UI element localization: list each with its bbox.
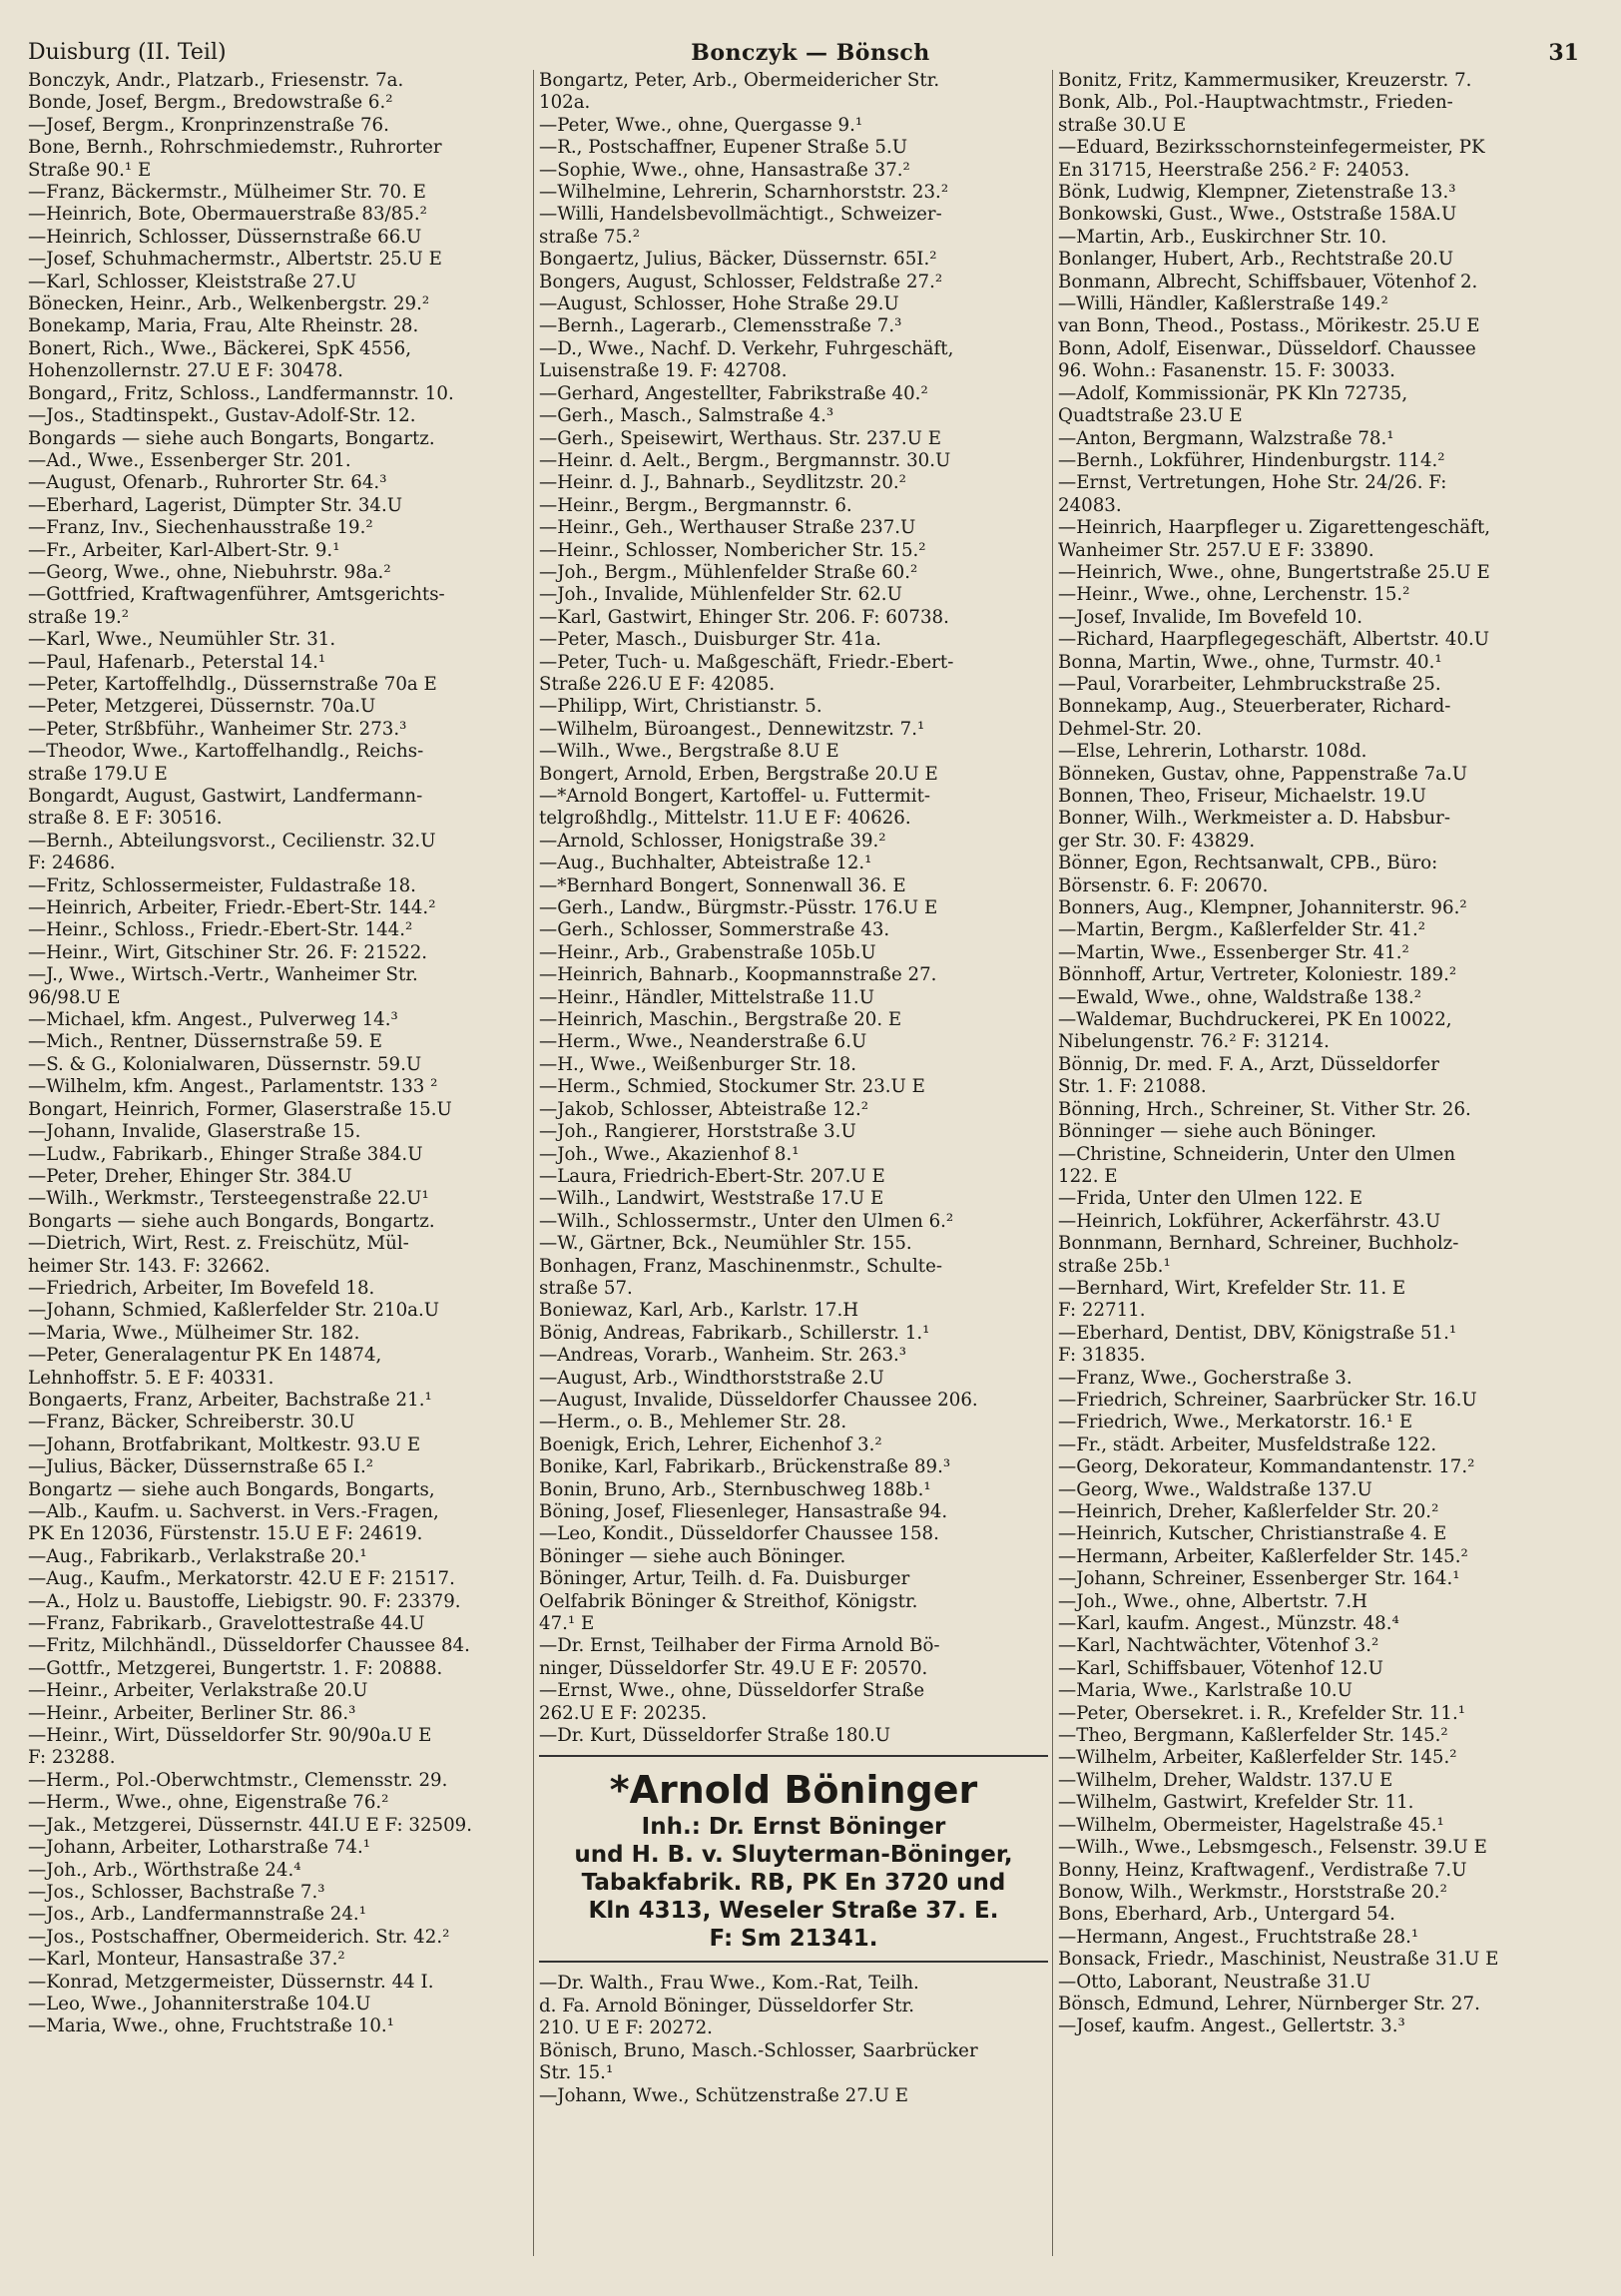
- ad-line: und H. B. v. Sluyterman-Böninger,: [574, 1842, 1013, 1869]
- directory-entry: Bonsack, Friedr., Maschinist, Neustraße 31.U E: [1058, 1949, 1499, 1971]
- directory-entry: —Michael, kfm. Angest., Pulverweg 14.³: [28, 1009, 398, 1031]
- directory-entry: —Wilhelm, Büroangest., Dennewitzstr. 7.¹: [539, 718, 925, 740]
- directory-entry: Bonekamp, Maria, Frau, Alte Rheinstr. 28.: [28, 315, 419, 337]
- ad-line: F: Sm 21341.: [709, 1926, 878, 1953]
- directory-entry: Bonow, Wilh., Werkmstr., Horststraße 20.²: [1058, 1881, 1447, 1903]
- directory-entry: Bonn, Adolf, Eisenwar., Düsseldorf. Chaussee: [1058, 337, 1476, 359]
- directory-entry: Bongards — siehe auch Bongarts, Bongartz.: [28, 427, 435, 449]
- directory-entry: Bönig, Andreas, Fabrikarb., Schillerstr. 1.¹: [539, 1322, 930, 1344]
- directory-entry: ger Str. 30. F: 43829.: [1058, 830, 1256, 852]
- directory-entry: —Heinr., Arb., Grabenstraße 105b.U: [539, 941, 876, 963]
- directory-entry: Bönnig, Dr. med. F. A., Arzt, Düsseldorfer: [1058, 1053, 1439, 1075]
- directory-entry: —Jos., Arb., Landfermannstraße 24.¹: [28, 1904, 366, 1926]
- directory-entry: —Heinrich, Schlosser, Düssernstraße 66.U: [28, 226, 422, 248]
- directory-entry: —Leo, Wwe., Johanniterstraße 104.U: [28, 1993, 371, 2014]
- directory-entry: —Karl, Schiffsbauer, Vötenhof 12.U: [1058, 1657, 1383, 1679]
- directory-entry: —Jos., Postschaffner, Obermeiderich. Str. 42.²: [28, 1926, 450, 1948]
- directory-entry: —Philipp, Wirt, Christianstr. 5.: [539, 696, 822, 718]
- directory-entry: —D., Wwe., Nachf. D. Verkehr, Fuhrgeschäft,: [539, 337, 954, 359]
- directory-entry: Bonlanger, Hubert, Arb., Rechtstraße 20.U: [1058, 249, 1454, 271]
- directory-entry: —Jos., Stadtinspekt., Gustav-Adolf-Str. 12.: [28, 405, 416, 427]
- directory-entry: —Josef, Bergm., Kronprinzenstraße 76.: [28, 114, 389, 136]
- directory-entry: —Joh., Rangierer, Horststraße 3.U: [539, 1121, 856, 1143]
- directory-entry: —August, Arb., Windthorststraße 2.U: [539, 1367, 884, 1389]
- directory-entry: —Fr., Arbeiter, Karl-Albert-Str. 9.¹: [28, 539, 340, 561]
- directory-entry: —Jakob, Schlosser, Abteistraße 12.²: [539, 1098, 869, 1120]
- directory-entry: Bönninger — siehe auch Böninger.: [1058, 1121, 1376, 1143]
- directory-entry: —Franz, Bäckermstr., Mülheimer Str. 70. E: [28, 182, 426, 204]
- directory-entry: —Herm., Wwe., ohne, Eigenstraße 76.²: [28, 1792, 389, 1814]
- directory-entry: —Laura, Friedrich-Ebert-Str. 207.U E: [539, 1165, 885, 1187]
- directory-entry: —Bernh., Lokführer, Hindenburgstr. 114.²: [1058, 449, 1445, 471]
- directory-entry: —Heinrich, Bote, Obermauerstraße 83/85.²: [28, 204, 427, 226]
- directory-entry: —Peter, Generalagentur PK En 14874,: [28, 1345, 382, 1367]
- directory-entry: Str. 15.¹: [539, 2062, 614, 2084]
- directory-entry: —Wilhelm, Gastwirt, Krefelder Str. 11.: [1058, 1792, 1414, 1814]
- directory-entry: —Leo, Kondit., Düsseldorfer Chaussee 158.: [539, 1523, 939, 1545]
- directory-entry: —Gottfr., Metzgerei, Bungertstr. 1. F: 20888.: [28, 1657, 443, 1679]
- directory-entry: —Heinr., Arbeiter, Verlakstraße 20.U: [28, 1680, 368, 1702]
- directory-entry: Str. 1. F: 21088.: [1058, 1076, 1207, 1098]
- directory-entry: —Sophie, Wwe., ohne, Hansastraße 37.²: [539, 159, 910, 181]
- directory-entry: —Peter, Wwe., ohne, Quergasse 9.¹: [539, 114, 863, 136]
- directory-entry: —Heinr., Händler, Mittelstraße 11.U: [539, 986, 875, 1008]
- directory-entry: —Konrad, Metzgermeister, Düssernstr. 44 I.: [28, 1971, 434, 1993]
- directory-entry: F: 22711.: [1058, 1300, 1146, 1322]
- directory-entry: —Joh., Bergm., Mühlenfelder Straße 60.²: [539, 561, 918, 583]
- ad-title: *Arnold Böninger: [609, 1768, 978, 1813]
- directory-entry: Böninger — siehe auch Böninger.: [539, 1545, 846, 1567]
- directory-entry: van Bonn, Theod., Postass., Mörikestr. 25.U E: [1058, 315, 1480, 337]
- directory-entry: —Dr. Kurt, Düsseldorfer Straße 180.U: [539, 1725, 891, 1747]
- directory-entry: —Peter, Tuch- u. Maßgeschäft, Friedr.-Ebert-: [539, 651, 954, 673]
- directory-entry: —Georg, Dekorateur, Kommandantenstr. 17.²: [1058, 1456, 1475, 1478]
- directory-entry: Bongartz, Peter, Arb., Obermeidericher Str.: [539, 70, 940, 91]
- header-city: Duisburg (II. Teil): [28, 40, 227, 65]
- directory-entry: —Theodor, Wwe., Kartoffelhandlg., Reichs-: [28, 741, 424, 763]
- ad-line: Tabakfabrik. RB, PK En 3720 und: [581, 1870, 1006, 1897]
- directory-entry: —Theo, Bergmann, Kaßlerfelder Str. 145.²: [1058, 1725, 1448, 1747]
- directory-entry: —Wilhelmine, Lehrerin, Scharnhorststr. 23.²: [539, 182, 949, 204]
- directory-entry: straße 30.U E: [1058, 114, 1187, 136]
- directory-entry: 210. U E F: 20272.: [539, 2017, 713, 2039]
- directory-entry: —Karl, Schlosser, Kleiststraße 27.U: [28, 271, 357, 292]
- directory-entry: Bönneken, Gustav, ohne, Pappenstraße 7a.U: [1058, 763, 1468, 785]
- directory-entry: Bonnen, Theo, Friseur, Michaelstr. 19.U: [1058, 786, 1427, 807]
- directory-entry: —Heinrich, Kutscher, Christianstraße 4. E: [1058, 1523, 1447, 1545]
- directory-entry: straße 75.²: [539, 226, 641, 248]
- directory-entry: —Heinr., Schlosser, Nombericher Str. 15.²: [539, 539, 926, 561]
- directory-entry: —Eberhard, Dentist, DBV, Königstraße 51.¹: [1058, 1322, 1457, 1344]
- directory-entry: —Johann, Brotfabrikant, Moltkestr. 93.U E: [28, 1434, 421, 1455]
- directory-entry: —Waldemar, Buchdruckerei, PK En 10022,: [1058, 1009, 1452, 1031]
- directory-entry: —Heinrich, Haarpfleger u. Zigarettengeschäft,: [1058, 517, 1491, 539]
- directory-entry: —A., Holz u. Baustoffe, Liebigstr. 90. F: 23379.: [28, 1590, 461, 1612]
- directory-entry: straße 57.: [539, 1277, 633, 1299]
- directory-entry: —Ewald, Wwe., ohne, Waldstraße 138.²: [1058, 986, 1422, 1008]
- directory-entry: —Karl, Nachtwächter, Vötenhof 3.²: [1058, 1635, 1379, 1657]
- directory-entry: —Maria, Wwe., Karlstraße 10.U: [1058, 1680, 1353, 1702]
- directory-entry: —Karl, Monteur, Hansastraße 37.²: [28, 1949, 345, 1971]
- directory-entry: —*Bernhard Bongert, Sonnenwall 36. E: [539, 874, 906, 896]
- directory-entry: Bongert, Arnold, Erben, Bergstraße 20.U E: [539, 763, 938, 785]
- directory-entry: —Frida, Unter den Ulmen 122. E: [1058, 1188, 1363, 1210]
- directory-entry: 122. E: [1058, 1165, 1118, 1187]
- directory-entry: straße 8. E F: 30516.: [28, 808, 223, 830]
- column-divider: [533, 70, 534, 2256]
- directory-entry: —Gerh., Schlosser, Sommerstraße 43.: [539, 919, 890, 941]
- directory-entry: —Ernst, Vertretungen, Hohe Str. 24/26. F:: [1058, 472, 1447, 494]
- directory-entry: —Paul, Hafenarb., Peterstal 14.¹: [28, 651, 326, 673]
- directory-entry: Bonners, Aug., Klempner, Johanniterstr. 96.²: [1058, 897, 1467, 919]
- directory-entry: ninger, Düsseldorfer Str. 49.U E F: 20570.: [539, 1657, 928, 1679]
- directory-entry: —Herm., Schmied, Stockumer Str. 23.U E: [539, 1076, 925, 1098]
- directory-entry: —Gerh., Masch., Salmstraße 4.³: [539, 405, 834, 427]
- directory-entry: —Eduard, Bezirksschornsteinfegermeister, PK: [1058, 137, 1485, 159]
- directory-entry: —August, Ofenarb., Ruhrorter Str. 64.³: [28, 472, 387, 494]
- directory-entry: —Bernh., Lagerarb., Clemensstraße 7.³: [539, 315, 902, 337]
- directory-entry: —Jak., Metzgerei, Düssernstr. 44I.U E F: 32509.: [28, 1814, 473, 1836]
- directory-entry: —Jos., Schlosser, Bachstraße 7.³: [28, 1881, 325, 1903]
- directory-entry: Bons, Eberhard, Arb., Untergard 54.: [1058, 1904, 1395, 1926]
- directory-entry: —Heinrich, Bahnarb., Koopmannstraße 27.: [539, 964, 937, 986]
- directory-entry: Bonkowski, Gust., Wwe., Oststraße 158A.U: [1058, 204, 1457, 226]
- directory-entry: —Hermann, Angest., Fruchtstraße 28.¹: [1058, 1926, 1419, 1948]
- directory-entry: —Joh., Wwe., ohne, Albertstr. 7.H: [1058, 1590, 1368, 1612]
- directory-entry: —Herm., Wwe., Neanderstraße 6.U: [539, 1031, 867, 1053]
- directory-entry: —Franz, Wwe., Gocherstraße 3.: [1058, 1367, 1352, 1389]
- directory-entry: 24083.: [1058, 494, 1122, 516]
- column-2-entries: [539, 70, 1048, 1747]
- directory-entry: —Christine, Schneiderin, Unter den Ulmen: [1058, 1143, 1456, 1165]
- directory-entry: straße 19.²: [28, 606, 130, 628]
- directory-entry: —Joh., Arb., Wörthstraße 24.⁴: [28, 1859, 301, 1881]
- directory-entry: —Friedrich, Schreiner, Saarbrücker Str. 16.U: [1058, 1389, 1477, 1411]
- directory-entry: —Aug., Buchhalter, Abteistraße 12.¹: [539, 853, 872, 874]
- directory-entry: —*Arnold Bongert, Kartoffel- u. Futtermit-: [539, 786, 931, 807]
- directory-entry: Bonert, Rich., Wwe., Bäckerei, SpK 4556,: [28, 337, 412, 359]
- directory-entry: —Wilh., Wwe., Lebsmgesch., Felsenstr. 39.U E: [1058, 1837, 1487, 1859]
- directory-entry: Bone, Bernh., Rohrschmiedemstr., Ruhrorter: [28, 137, 442, 159]
- directory-entry: —Willi, Händler, Kaßlerstraße 149.²: [1058, 293, 1388, 315]
- directory-entry: —Gerh., Speisewirt, Werthaus. Str. 237.U E: [539, 427, 942, 449]
- directory-entry: —Wilh., Werkmstr., Tersteegenstraße 22.U¹: [28, 1188, 429, 1210]
- directory-entry: PK En 12036, Fürstenstr. 15.U E F: 24619.: [28, 1523, 423, 1545]
- directory-entry: —Franz, Fabrikarb., Gravelottestraße 44.U: [28, 1613, 425, 1635]
- directory-entry: —Gerh., Landw., Bürgmstr.-Püsstr. 176.U E: [539, 897, 938, 919]
- directory-entry: Lehnhoffstr. 5. E F: 40331.: [28, 1367, 274, 1389]
- directory-entry: F: 24686.: [28, 853, 116, 874]
- column-1: [28, 70, 529, 2038]
- directory-entry: Bönner, Egon, Rechtsanwalt, CPB., Büro:: [1058, 853, 1438, 874]
- directory-entry: 96/98.U E: [28, 986, 121, 1008]
- directory-entry: —Peter, Strßbführ., Wanheimer Str. 273.³: [28, 718, 407, 740]
- column-3: [1058, 70, 1597, 2038]
- directory-entry: —Heinrich, Arbeiter, Friedr.-Ebert-Str. 144.²: [28, 897, 436, 919]
- directory-entry: —Karl, kaufm. Angest., Münzstr. 48.⁴: [1058, 1613, 1399, 1635]
- directory-entry: —Peter, Dreher, Ehinger Str. 384.U: [28, 1165, 352, 1187]
- directory-entry: Bonk, Alb., Pol.-Hauptwachtmstr., Frieden-: [1058, 92, 1453, 114]
- directory-entry: Bönsch, Edmund, Lehrer, Nürnberger Str. 27.: [1058, 1993, 1480, 2014]
- directory-entry: —Peter, Kartoffelhdlg., Düssernstraße 70a E: [28, 673, 437, 695]
- directory-entry: Bongers, August, Schlosser, Feldstraße 27.²: [539, 271, 943, 292]
- directory-entry: —Heinr., Wwe., ohne, Lerchenstr. 15.²: [1058, 584, 1410, 606]
- directory-entry: —H., Wwe., Weißenburger Str. 18.: [539, 1053, 857, 1075]
- directory-entry: —Heinr., Arbeiter, Berliner Str. 86.³: [28, 1702, 356, 1724]
- directory-entry: —Joh., Invalide, Mühlenfelder Str. 62.U: [539, 584, 902, 606]
- directory-entry: —Bernh., Abteilungsvorst., Cecilienstr. 32.U: [28, 830, 436, 852]
- directory-entry: —Hermann, Arbeiter, Kaßlerfelder Str. 145.²: [1058, 1545, 1468, 1567]
- directory-entry: —Wilh., Landwirt, Weststraße 17.U E: [539, 1188, 884, 1210]
- directory-entry: 96. Wohn.: Fasanenstr. 15. F: 30033.: [1058, 360, 1395, 382]
- directory-entry: Bonczyk, Andr., Platzarb., Friesenstr. 7a.: [28, 70, 404, 91]
- directory-entry: Boenigk, Erich, Lehrer, Eichenhof 3.²: [539, 1434, 882, 1455]
- directory-entry: telgroßhdlg., Mittelstr. 11.U E F: 40626.: [539, 808, 911, 830]
- directory-entry: En 31715, Heerstraße 256.² F: 24053.: [1058, 159, 1410, 181]
- directory-entry: —Peter, Metzgerei, Düssernstr. 70a.U: [28, 696, 376, 718]
- directory-entry: —Johann, Invalide, Glaserstraße 15.: [28, 1121, 361, 1143]
- directory-entry: 47.¹ E: [539, 1613, 595, 1635]
- directory-entry: Straße 226.U E F: 42085.: [539, 673, 776, 695]
- directory-entry: —Richard, Haarpflegegeschäft, Albertstr. 40.U: [1058, 629, 1490, 651]
- directory-entry: straße 25b.¹: [1058, 1255, 1171, 1277]
- directory-entry: d. Fa. Arnold Böninger, Düsseldorfer Str.: [539, 1995, 914, 2016]
- directory-entry: Luisenstraße 19. F: 42708.: [539, 360, 788, 382]
- directory-entry: Hohenzollernstr. 27.U E F: 30478.: [28, 360, 343, 382]
- directory-entry: —Alb., Kaufm. u. Sachverst. in Vers.-Fragen,: [28, 1501, 439, 1522]
- directory-entry: —Georg, Wwe., Waldstraße 137.U: [1058, 1478, 1372, 1500]
- column-2-entries-after-ad: [539, 1973, 1048, 2106]
- directory-entry: Nibelungenstr. 76.² F: 31214.: [1058, 1031, 1330, 1053]
- directory-entry: F: 23288.: [28, 1747, 116, 1769]
- directory-entry: Bönnhoff, Artur, Vertreter, Koloniestr. 189.²: [1058, 964, 1457, 986]
- directory-entry: Bönecken, Heinr., Arb., Welkenbergstr. 29.²: [28, 293, 430, 315]
- directory-entry: —Martin, Arb., Euskirchner Str. 10.: [1058, 226, 1387, 248]
- directory-entry: —Dr. Ernst, Teilhaber der Firma Arnold Bö-: [539, 1635, 940, 1657]
- directory-entry: Bonna, Martin, Wwe., ohne, Turmstr. 40.¹: [1058, 651, 1442, 673]
- directory-entry: Dehmel-Str. 20.: [1058, 718, 1202, 740]
- directory-entry: Bongarts — siehe auch Bongards, Bongartz.: [28, 1210, 435, 1232]
- directory-entry: Bonnmann, Bernhard, Schreiner, Buchholz-: [1058, 1233, 1459, 1255]
- directory-entry: —Ernst, Wwe., ohne, Düsseldorfer Straße: [539, 1680, 925, 1702]
- directory-entry: Bönk, Ludwig, Klempner, Zietenstraße 13.³: [1058, 182, 1456, 204]
- directory-entry: —Josef, Schuhmachermstr., Albertstr. 25.U E: [28, 249, 442, 271]
- directory-entry: —Maria, Wwe., ohne, Fruchtstraße 10.¹: [28, 2015, 394, 2037]
- directory-entry: —Josef, Invalide, Im Bovefeld 10.: [1058, 606, 1363, 628]
- directory-entry: Bongardt, August, Gastwirt, Landfermann-: [28, 786, 423, 807]
- directory-entry: —Martin, Bergm., Kaßlerfelder Str. 41.²: [1058, 919, 1426, 941]
- directory-entry: —Wilh., Wwe., Bergstraße 8.U E: [539, 741, 839, 763]
- directory-entry: F: 31835.: [1058, 1345, 1146, 1367]
- directory-entry: —S. & G., Kolonialwaren, Düssernstr. 59.U: [28, 1053, 422, 1075]
- directory-entry: —Ad., Wwe., Essenberger Str. 201.: [28, 449, 351, 471]
- column-2: [539, 70, 1048, 2107]
- ad-line: Inh.: Dr. Ernst Böninger: [641, 1814, 946, 1841]
- directory-entry: —Peter, Obersekret. i. R., Krefelder Str. 11.¹: [1058, 1702, 1466, 1724]
- directory-entry: —Franz, Inv., Siechenhausstraße 19.²: [28, 517, 373, 539]
- directory-entry: —Dietrich, Wirt, Rest. z. Freischütz, Mül-: [28, 1233, 409, 1255]
- directory-entry: —Willi, Handelsbevollmächtigt., Schweizer-: [539, 204, 942, 226]
- directory-entry: —Johann, Wwe., Schützenstraße 27.U E: [539, 2084, 908, 2106]
- directory-entry: —Heinr., Schloss., Friedr.-Ebert-Str. 144.²: [28, 919, 413, 941]
- directory-entry: —Heinrich, Lokführer, Ackerfährstr. 43.U: [1058, 1210, 1441, 1232]
- directory-entry: —Mich., Rentner, Düssernstraße 59. E: [28, 1031, 383, 1053]
- directory-entry: —Johann, Schreiner, Essenberger Str. 164.¹: [1058, 1568, 1460, 1590]
- directory-entry: —Fritz, Milchhändl., Düsseldorfer Chaussee 84.: [28, 1635, 470, 1657]
- directory-entry: —Fritz, Schlossermeister, Fuldastraße 18.: [28, 874, 416, 896]
- directory-entry: —Wilhelm, Obermeister, Hagelstraße 45.¹: [1058, 1814, 1444, 1836]
- ad-line: Kln 4313, Weseler Straße 37. E.: [588, 1898, 999, 1925]
- directory-entry: —Heinr. d. Aelt., Bergm., Bergmannstr. 30.U: [539, 449, 951, 471]
- directory-entry: Bongart, Heinrich, Former, Glaserstraße 15.U: [28, 1098, 452, 1120]
- directory-entry: —Fr., städt. Arbeiter, Musfeldstraße 122.: [1058, 1434, 1437, 1455]
- directory-entry: Quadtstraße 23.U E: [1058, 405, 1243, 427]
- directory-entry: Bongard,, Fritz, Schloss., Landfermannstr. 10.: [28, 382, 454, 404]
- directory-entry: —Aug., Kaufm., Merkatorstr. 42.U E F: 21517.: [28, 1568, 455, 1590]
- directory-entry: —Herm., Pol.-Oberwchtmstr., Clemensstr. 29.: [28, 1769, 448, 1791]
- directory-entry: —August, Invalide, Düsseldorfer Chaussee 206.: [539, 1389, 978, 1411]
- directory-entry: —Aug., Fabrikarb., Verlakstraße 20.¹: [28, 1545, 367, 1567]
- directory-entry: Bönning, Hrch., Schreiner, St. Vither Str. 26.: [1058, 1098, 1471, 1120]
- directory-entry: Böning, Josef, Fliesenleger, Hansastraße 94.: [539, 1501, 948, 1522]
- directory-entry: —Herm., o. B., Mehlemer Str. 28.: [539, 1412, 847, 1434]
- directory-entry: —Johann, Schmied, Kaßlerfelder Str. 210a.U: [28, 1300, 440, 1322]
- directory-entry: 262.U E F: 20235.: [539, 1702, 708, 1724]
- directory-entry: —Anton, Bergmann, Walzstraße 78.¹: [1058, 427, 1394, 449]
- directory-entry: —Johann, Arbeiter, Lotharstraße 74.¹: [28, 1837, 371, 1859]
- directory-entry: Bonitz, Fritz, Kammermusiker, Kreuzerstr. 7.: [1058, 70, 1472, 91]
- directory-entry: —Wilhelm, kfm. Angest., Parlamentstr. 133 ²: [28, 1076, 438, 1098]
- directory-entry: —Gottfried, Kraftwagenführer, Amtsgerichts-: [28, 584, 445, 606]
- column-divider: [1052, 70, 1053, 2256]
- directory-entry: —Franz, Bäcker, Schreiberstr. 30.U: [28, 1412, 355, 1434]
- directory-entry: Wanheimer Str. 257.U E F: 33890.: [1058, 539, 1374, 561]
- directory-entry: —Dr. Walth., Frau Wwe., Kom.-Rat, Teilh.: [539, 1973, 919, 1995]
- directory-entry: —Maria, Wwe., Mülheimer Str. 182.: [28, 1322, 360, 1344]
- directory-entry: —Heinrich, Dreher, Kaßlerfelder Str. 20.²: [1058, 1501, 1439, 1522]
- directory-entry: Bonner, Wilh., Werkmeister a. D. Habsbur-: [1058, 808, 1450, 830]
- directory-entry: —Wilhelm, Arbeiter, Kaßlerfelder Str. 145.²: [1058, 1747, 1457, 1769]
- directory-entry: Bongaerts, Franz, Arbeiter, Bachstraße 21.¹: [28, 1389, 432, 1411]
- directory-entry: —Peter, Masch., Duisburger Str. 41a.: [539, 629, 881, 651]
- directory-entry: —Else, Lehrerin, Lotharstr. 108d.: [1058, 741, 1367, 763]
- directory-entry: —Martin, Wwe., Essenberger Str. 41.²: [1058, 941, 1409, 963]
- directory-entry: —Paul, Vorarbeiter, Lehmbruckstraße 25.: [1058, 673, 1441, 695]
- directory-entry: —Friedrich, Arbeiter, Im Bovefeld 18.: [28, 1277, 375, 1299]
- directory-entry: Bongartz — siehe auch Bongards, Bongarts,: [28, 1478, 435, 1500]
- directory-entry: —Georg, Wwe., ohne, Niebuhrstr. 98a.²: [28, 561, 391, 583]
- directory-entry: —Heinrich, Wwe., ohne, Bungertstraße 25.U E: [1058, 561, 1490, 583]
- directory-entry: —Heinr. d. J., Bahnarb., Seydlitzstr. 20.²: [539, 472, 906, 494]
- directory-entry: Bonny, Heinz, Kraftwagenf., Verdistraße 7.U: [1058, 1859, 1467, 1881]
- directory-entry: —Andreas, Vorarb., Wanheim. Str. 263.³: [539, 1345, 907, 1367]
- directory-entry: —Gerhard, Angestellter, Fabrikstraße 40.²: [539, 382, 928, 404]
- directory-entry: heimer Str. 143. F: 32662.: [28, 1255, 270, 1277]
- directory-entry: —Heinrich, Maschin., Bergstraße 20. E: [539, 1009, 902, 1031]
- directory-entry: Oelfabrik Böninger & Streithof, Königstr.: [539, 1590, 918, 1612]
- directory-entry: straße 179.U E: [28, 763, 168, 785]
- directory-entry: —Josef, kaufm. Angest., Gellertstr. 3.³: [1058, 2015, 1405, 2037]
- directory-entry: —Otto, Laborant, Neustraße 31.U: [1058, 1971, 1371, 1993]
- page-number: 31: [1548, 40, 1579, 66]
- directory-entry: Bönisch, Bruno, Masch.-Schlosser, Saarbrücker: [539, 2039, 978, 2061]
- directory-entry: —August, Schlosser, Hohe Straße 29.U: [539, 293, 899, 315]
- directory-entry: —Joh., Wwe., Akazienhof 8.¹: [539, 1143, 800, 1165]
- directory-entry: —Ludw., Fabrikarb., Ehinger Straße 384.U: [28, 1143, 423, 1165]
- directory-entry: Bonike, Karl, Fabrikarb., Brückenstraße 89.³: [539, 1456, 951, 1478]
- header-name-range: Bonczyk — Bönsch: [691, 40, 930, 66]
- directory-entry: —Wilh., Schlossermstr., Unter den Ulmen 6.²: [539, 1210, 954, 1232]
- directory-entry: Bonde, Josef, Bergm., Bredowstraße 6.²: [28, 92, 393, 114]
- directory-entry: —Heinr., Geh., Werthauser Straße 237.U: [539, 517, 916, 539]
- directory-entry: —R., Postschaffner, Eupener Straße 5.U: [539, 137, 908, 159]
- directory-entry: —Karl, Gastwirt, Ehinger Str. 206. F: 60738.: [539, 606, 949, 628]
- directory-entry: —W., Gärtner, Bck., Neumühler Str. 155.: [539, 1233, 912, 1255]
- directory-entry: Böninger, Artur, Teilh. d. Fa. Duisburger: [539, 1568, 910, 1590]
- directory-entry: Bonmann, Albrecht, Schiffsbauer, Vötenhof 2.: [1058, 271, 1478, 292]
- directory-entry: Boniewaz, Karl, Arb., Karlstr. 17.H: [539, 1300, 859, 1322]
- directory-entry: —Friedrich, Wwe., Merkatorstr. 16.¹ E: [1058, 1412, 1413, 1434]
- directory-entry: —Eberhard, Lagerist, Dümpter Str. 34.U: [28, 494, 403, 516]
- directory-entry: —Adolf, Kommissionär, PK Kln 72735,: [1058, 382, 1408, 404]
- directory-entry: —J., Wwe., Wirtsch.-Vertr., Wanheimer Str.: [28, 964, 418, 986]
- directory-entry: —Bernhard, Wirt, Krefelder Str. 11. E: [1058, 1277, 1406, 1299]
- directory-entry: —Julius, Bäcker, Düssernstraße 65 I.²: [28, 1456, 374, 1478]
- directory-entry: Bonin, Bruno, Arb., Sternbuschweg 188b.¹: [539, 1478, 931, 1500]
- directory-entry: —Wilhelm, Dreher, Waldstr. 137.U E: [1058, 1769, 1393, 1791]
- directory-entry: —Heinr., Wirt, Düsseldorfer Str. 90/90a.U E: [28, 1725, 432, 1747]
- page-header: [28, 40, 1593, 70]
- directory-entry: Bonnekamp, Aug., Steuerberater, Richard-: [1058, 696, 1451, 718]
- directory-entry: Bongaertz, Julius, Bäcker, Düssernstr. 65I.²: [539, 249, 937, 271]
- directory-entry: —Arnold, Schlosser, Honigstraße 39.²: [539, 830, 886, 852]
- directory-entry: —Heinr., Bergm., Bergmannstr. 6.: [539, 494, 852, 516]
- directory-entry: —Heinr., Wirt, Gitschiner Str. 26. F: 21522.: [28, 941, 428, 963]
- directory-entry: 102a.: [539, 92, 591, 114]
- directory-entry: Bonhagen, Franz, Maschinenmstr., Schulte-: [539, 1255, 943, 1277]
- directory-entry: Straße 90.¹ E: [28, 159, 152, 181]
- advertisement-box: [539, 1755, 1048, 1963]
- directory-entry: —Karl, Wwe., Neumühler Str. 31.: [28, 629, 336, 651]
- directory-entry: Börsenstr. 6. F: 20670.: [1058, 874, 1269, 896]
